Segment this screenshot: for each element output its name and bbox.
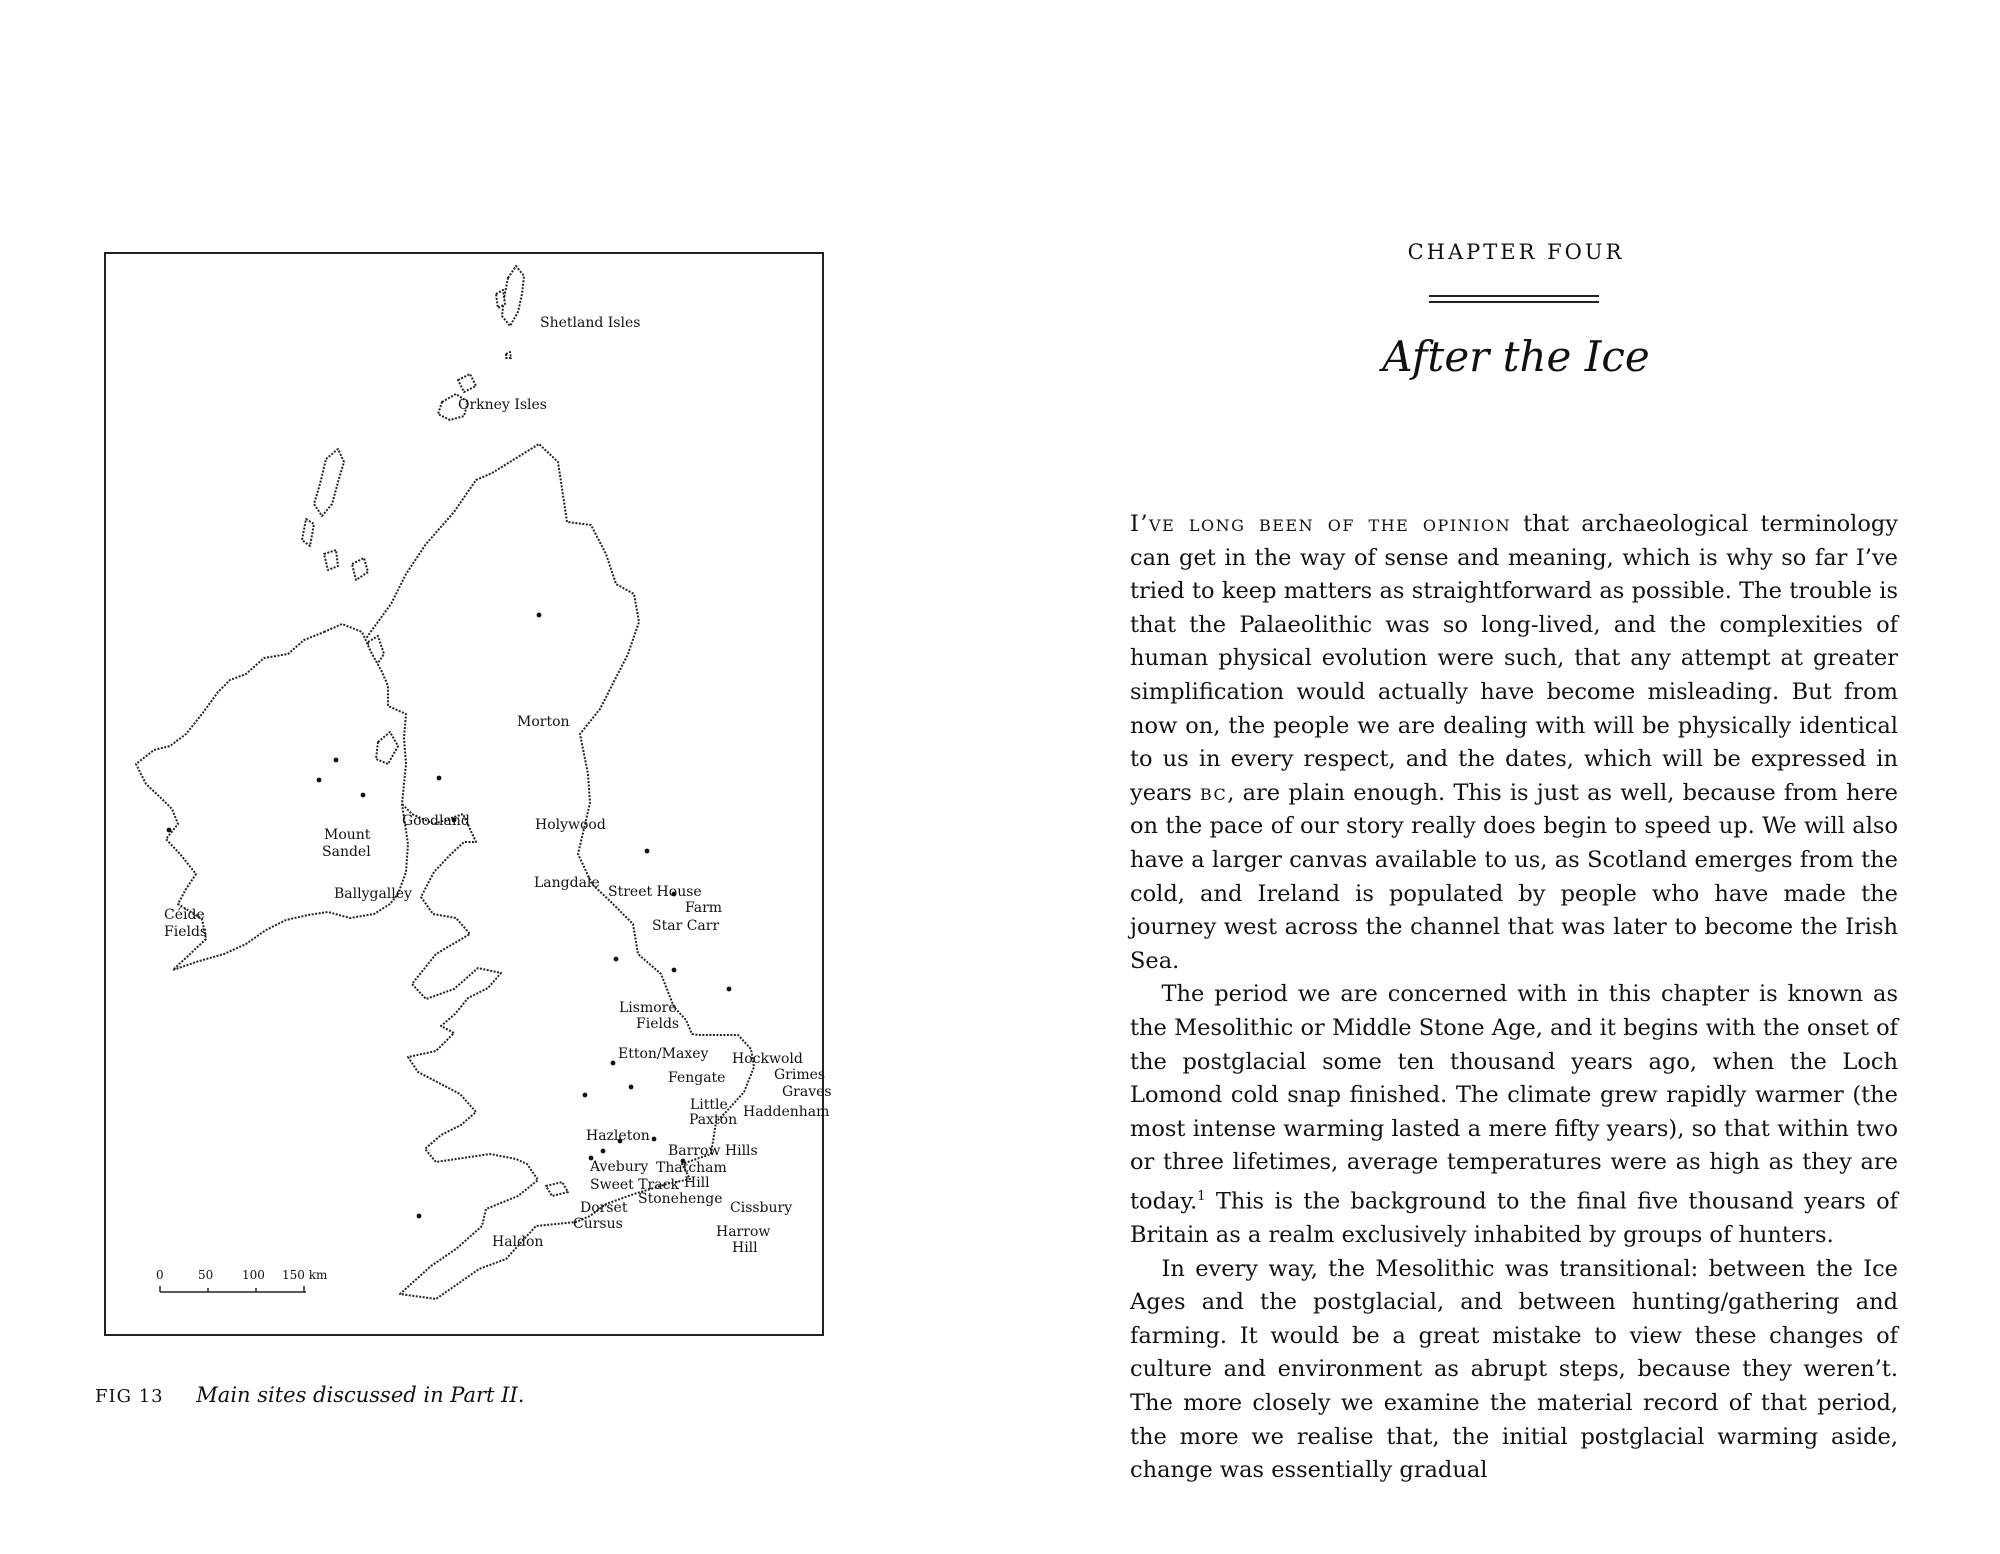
site-dot: [611, 1061, 616, 1066]
label-morton: Morton: [517, 714, 570, 730]
label-harrow: Harrow: [716, 1224, 771, 1240]
label-avebury: Avebury: [590, 1159, 649, 1175]
label-farm: Farm: [685, 900, 723, 916]
label-haldon: Haldon: [492, 1234, 544, 1250]
scale-tick-50: 50: [198, 1268, 214, 1282]
paragraph-2-text-a: The period we are concerned with in this chapter is known as the Mesolithic or Middle Stone Age, and it begins with the onset of the postglacial some ten thousand years ago, when the Loch Lomond cold snap finished. The climate grew rapidly warmer (the most intense warming lasted a mere fifty years), so that within two or three lifetimes, average temperatures were as high as they are today.: [1130, 981, 1898, 1215]
site-dot: [537, 613, 542, 618]
label-harrow-hill: Hill: [732, 1240, 758, 1256]
label-langdale: Langdale: [534, 875, 600, 891]
label-stonehenge: Stonehenge: [638, 1191, 723, 1207]
chapter-body: [1130, 508, 1898, 1488]
bc-smallcaps: bc: [1199, 779, 1228, 806]
label-ceide: Céide: [164, 907, 205, 923]
figure-caption-text: Main sites discussed in Part II.: [196, 1383, 525, 1407]
site-dot: [672, 968, 677, 973]
site-dot: [334, 758, 339, 763]
label-orkney-isles: Orkney Isles: [458, 397, 547, 413]
label-sweet-track: Sweet Track: [590, 1177, 679, 1193]
site-dot: [167, 828, 172, 833]
site-dot: [727, 987, 732, 992]
scale-bar: [156, 1268, 328, 1292]
title-rule-top: [1429, 295, 1599, 297]
chapter-title: After the Ice: [1382, 332, 1650, 381]
outer-hebrides: [314, 449, 344, 516]
label-street-house: Street House: [608, 884, 702, 900]
outer-hebrides: [302, 519, 314, 546]
label-dorset: Dorset: [580, 1200, 628, 1216]
label-little: Little: [690, 1097, 728, 1113]
scale-tick-150km: 150 km: [282, 1268, 328, 1282]
site-dot: [317, 778, 322, 783]
title-rule-bottom: [1429, 301, 1599, 303]
label-goodland: Goodland: [402, 813, 470, 829]
label-ballygalley: Ballygalley: [334, 886, 412, 902]
label-lismore: Lismore: [619, 1000, 677, 1016]
paragraph-2-text-b: This is the background to the final five thousand years of Britain as a realm exclusively inhabited by groups of hunters.: [1130, 1188, 1898, 1248]
paragraph-1-text-a: that archaeological terminology can get in the way of sense and meaning, which is why so far I’ve tried to keep matters as straightforward as possible. The trouble is that the Palaeolithic was so long-lived, and the complexities of human physical evolution were such, that any attempt at greater simplification would actually have become misleading. But from now on, the people we are dealing with will be physically identical to us in every respect, and the dates, which will be expressed in years: [1130, 511, 1898, 806]
label-thatcham: Thatcham: [656, 1160, 727, 1176]
fair-isle: [506, 352, 511, 358]
site-dot: [583, 1093, 588, 1098]
label-etton-maxey: Etton/Maxey: [618, 1046, 709, 1062]
inner-hebrides: [324, 550, 338, 570]
label-sandel: Sandel: [322, 844, 371, 860]
label-paxton: Paxton: [689, 1112, 738, 1128]
site-dot: [437, 776, 442, 781]
site-dot: [645, 849, 650, 854]
paragraph-1-text-b: , are plain enough. This is just as well, because from here on the pace of our story really does begin to speed up. We will also have a larger canvas available to us, as Scotland emerges from the cold, and Ireland is populated by people who have made the journey west across the channel that was later to become the Irish Sea.: [1130, 779, 1898, 974]
label-haddenham: Haddenham: [743, 1104, 830, 1120]
shetland-isles: [502, 266, 524, 326]
label-fengate: Fengate: [668, 1070, 726, 1086]
scale-tick-100: 100: [242, 1268, 265, 1282]
label-holywood: Holywood: [535, 817, 606, 833]
label-mount: Mount: [324, 827, 371, 843]
label-fields: Fields: [164, 924, 208, 940]
paragraph-3: In every way, the Mesolithic was transitional: between the Ice Ages and the postglacial, and between hunting/gathering and farming. It would be a great mistake to view these changes of culture and environment as abrupt steps, because they weren’t. The more closely we examine the material record of that period, the more we realise that, the initial postglacial warming aside, change was essentially gradual: [1130, 1255, 1898, 1484]
label-lismore-fields: Fields: [636, 1016, 680, 1032]
site-dot: [601, 1149, 606, 1154]
label-hockwold: Hockwold: [732, 1051, 803, 1067]
figure-caption: [95, 1383, 524, 1407]
inner-hebrides: [352, 558, 368, 580]
figure-number: FIG 13: [95, 1386, 164, 1407]
site-dot: [629, 1085, 634, 1090]
site-dot: [417, 1214, 422, 1219]
label-barrow-hills: Barrow Hills: [668, 1143, 758, 1159]
map-figure: [104, 252, 832, 1336]
label-grimes: Grimes: [774, 1067, 826, 1083]
chapter-label: CHAPTER FOUR: [1407, 240, 1625, 264]
label-star-carr: Star Carr: [652, 918, 720, 934]
site-dot: [361, 793, 366, 798]
label-cursus: Cursus: [573, 1216, 623, 1232]
british-isles-map: [106, 254, 832, 1334]
site-dot: [652, 1137, 657, 1142]
scale-tick-0: 0: [156, 1268, 164, 1282]
orkney-isles: [458, 374, 476, 392]
paragraph-2: [1130, 978, 1898, 1252]
paragraph-1: [1130, 508, 1898, 978]
label-shetland-isles: Shetland Isles: [540, 315, 641, 331]
coastlines: [136, 266, 754, 1299]
label-thatcham-hill: Hill: [684, 1175, 710, 1191]
site-dot: [614, 957, 619, 962]
opening-smallcaps: I’ve long been of the opinion: [1130, 511, 1512, 537]
label-cissbury: Cissbury: [730, 1200, 793, 1216]
label-hazleton: Hazleton: [586, 1128, 650, 1144]
footnote-marker: 1: [1197, 1188, 1206, 1204]
label-graves: Graves: [782, 1084, 832, 1100]
